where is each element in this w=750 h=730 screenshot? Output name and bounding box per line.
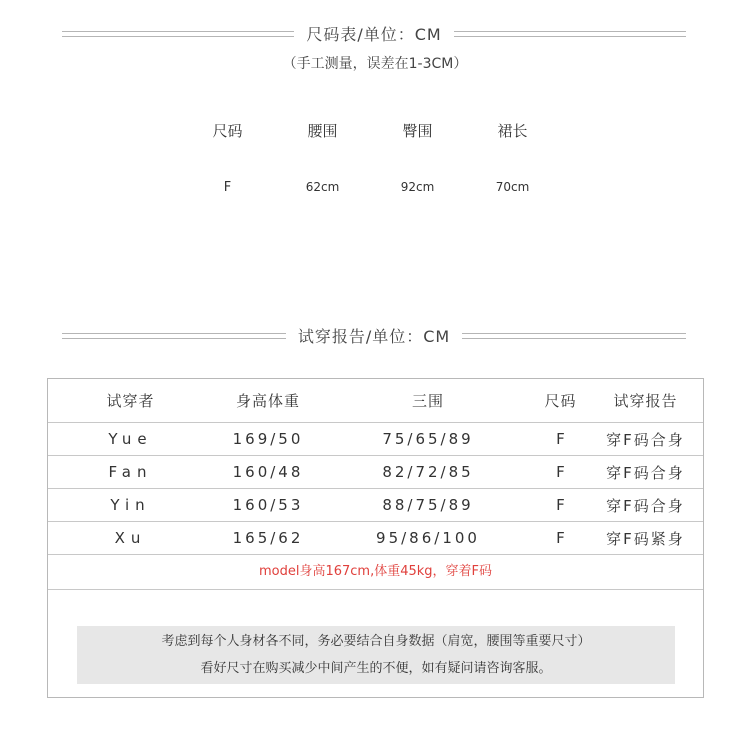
fit-result: 穿F码紧身	[606, 529, 685, 548]
fit-report-title: 试穿报告/单位：CM	[297, 327, 451, 346]
header-waist: 腰围	[307, 122, 338, 140]
height-weight: 160/53	[232, 496, 304, 514]
header-height-weight: 身高体重	[235, 392, 300, 410]
header-size: 尺码	[212, 122, 243, 140]
size-table-header	[180, 120, 560, 141]
tester-name: Yin	[110, 496, 151, 514]
size: F	[556, 430, 565, 448]
tester-name: Xu	[114, 529, 147, 547]
divider	[454, 31, 686, 37]
height-weight: 165/62	[232, 529, 304, 547]
table-row	[48, 456, 703, 489]
fit-result: 穿F码合身	[606, 496, 685, 515]
divider	[462, 333, 686, 339]
measurements: 82/72/85	[382, 463, 474, 481]
tip-line: 看好尺寸在购买减少中间产生的不便，如有疑问请咨询客服。	[200, 661, 552, 676]
size-chart-title: 尺码表/单位：CM	[306, 25, 442, 44]
divider	[62, 333, 286, 339]
fit-report-heading	[62, 324, 686, 347]
sizing-tips	[77, 626, 675, 684]
waist-value: 62cm	[305, 180, 340, 194]
measurements: 95/86/100	[376, 529, 480, 547]
size-value: F	[223, 180, 232, 195]
skirt-length-value: 70cm	[495, 180, 530, 194]
size: F	[556, 529, 565, 547]
header-fit-report: 试穿报告	[613, 392, 678, 410]
size-table-row	[180, 180, 560, 195]
size: F	[556, 463, 565, 481]
fit-result: 穿F码合身	[606, 463, 685, 482]
header-skirt-length: 裙长	[497, 122, 528, 140]
height-weight: 160/48	[232, 463, 304, 481]
fit-table-header	[48, 379, 703, 423]
model-note: model身高167cm,体重45kg，穿着F码	[48, 555, 703, 590]
table-row	[48, 489, 703, 522]
tester-name: Yue	[108, 430, 153, 448]
hip-value: 92cm	[400, 180, 435, 194]
measurement-note: （手工测量，误差在1-3CM）	[282, 56, 468, 72]
fit-result: 穿F码合身	[606, 430, 685, 449]
table-row	[48, 522, 703, 555]
measurements: 75/65/89	[382, 430, 474, 448]
header-hip: 臀围	[402, 122, 433, 140]
tester-name: Fan	[108, 463, 153, 481]
tip-line: 考虑到每个人身材各不同，务必要结合自身数据（肩宽，腰围等重要尺寸）	[161, 634, 591, 649]
table-row	[48, 423, 703, 456]
header-size: 尺码	[544, 392, 577, 410]
fit-report-table	[47, 378, 704, 698]
measurements: 88/75/89	[382, 496, 474, 514]
header-measurements: 三围	[411, 392, 444, 410]
header-tester: 试穿者	[106, 392, 155, 410]
size: F	[556, 496, 565, 514]
height-weight: 169/50	[232, 430, 304, 448]
divider	[62, 31, 294, 37]
size-chart-heading	[62, 22, 686, 45]
